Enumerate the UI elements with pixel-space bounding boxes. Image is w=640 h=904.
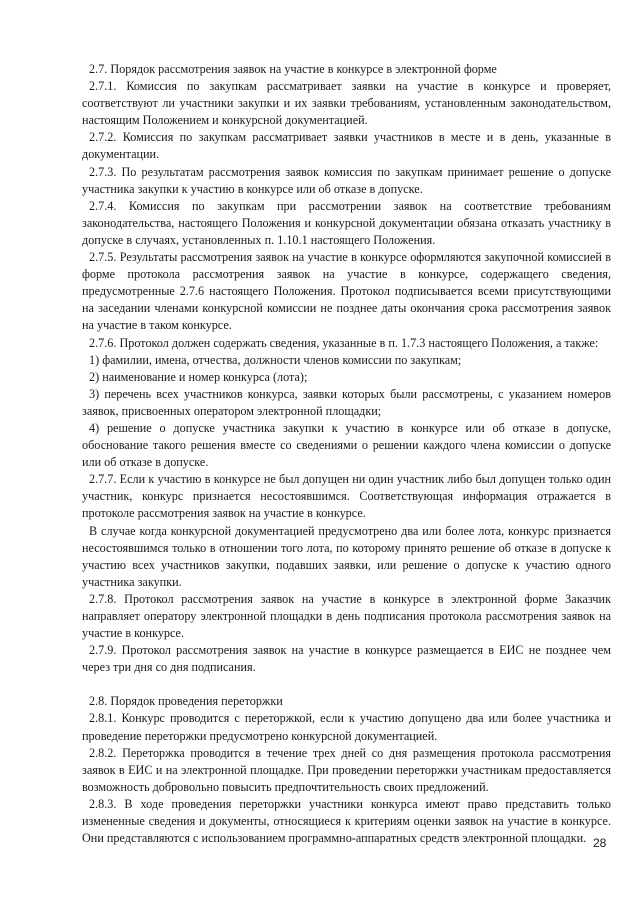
list-item-4: 4) решение о допуске участника закупки к участию в конкурсе или об отказе в допуске, обоснование такого решения вместе со сведениями о решении каждого члена комиссии о допуске или об отказе в допуске. (82, 420, 611, 470)
paragraph-2-7-1: 2.7.1. Комиссия по закупкам рассматривает заявки на участие в конкурсе и проверяет, соответствуют ли участники закупки и их заявки требованиям, установленным законодательством, настоящим Положением и конкурсной документацией. (82, 79, 611, 128)
paragraph-2-7-3: 2.7.3. По результатам рассмотрения заявок комиссия по закупкам принимает решение о допуске участника закупки к участию в конкурсе или об отказе в допуске. (82, 164, 611, 196)
paragraph-2-7-7-lots: В случае когда конкурсной документацией предусмотрено два или более лота, конкурс признается несостоявшимся только в отношении того лота, по которому принято решение об отказе в допуске к участию всех участников закупки, подавших заявки, или решение о допуске к участию одного участника закупки. (82, 523, 611, 589)
list-item-2: 2) наименование и номер конкурса (лота); (89, 369, 308, 384)
paragraph-2-7-7: 2.7.7. Если к участию в конкурсе не был допущен ни один участник либо был допущен только один участник, конкурс признается несостоявшимся. Соответствующая информация отражается в протоколе рассмотрения заявок на участие в конкурсе. (82, 472, 611, 521)
paragraph-2-8-2: 2.8.2. Переторжка проводится в течение трех дней со дня размещения протокола рассмотрения заявок в ЕИС и на электронной площадке. При проведении переторжки участникам предоставляется возможность добровольно повысить предпочтительность своих предложений. (82, 745, 611, 794)
paragraph-2-7-8: 2.7.8. Протокол рассмотрения заявок на участие в конкурсе в электронной форме Заказчик направляет оператору электронной площадки в день подписания протокола рассмотрения заявок на участие в конкурсе. (82, 591, 611, 641)
page-content (82, 61, 611, 847)
section-heading-2-8: 2.8. Порядок проведения переторжки (89, 694, 283, 709)
paragraph-2-7-2: 2.7.2. Комиссия по закупкам рассматривает заявки участников в месте и в день, указанные в документации. (82, 130, 611, 162)
page-number: 28 (593, 836, 607, 850)
section-heading-2-7: 2.7. Порядок рассмотрения заявок на участие в конкурсе в электронной форме (89, 62, 497, 76)
paragraph-2-8-1: 2.8.1. Конкурс проводится с переторжкой, если к участию допущено два или более участника и проведение переторжки предусмотрено конкурсной документацией. (82, 711, 611, 743)
paragraph-2-8-3: 2.8.3. В ходе проведения переторжки участники конкурса имеют право представить только измененные сведения и документы, относящиеся к критериям оценки заявок на участие в конкурсе. Они представляются с использованием программно-аппаратных средств электронной площадки. (82, 796, 611, 846)
paragraph-2-7-6: 2.7.6. Протокол должен содержать сведения, указанные в п. 1.7.3 настоящего Положения, а также: (89, 335, 599, 350)
list-item-3: 3) перечень всех участников конкурса, заявки которых были рассмотрены, с указанием номеров заявок, присвоенных оператором электронной площадки; (82, 386, 611, 418)
section-spacer (82, 676, 611, 693)
list-item-1: 1) фамилии, имена, отчества, должности членов комиссии по закупкам; (89, 352, 462, 367)
paragraph-2-7-9: 2.7.9. Протокол рассмотрения заявок на участие в конкурсе размещается в ЕИС не позднее чем через три дня со дня подписания. (82, 643, 611, 675)
paragraph-2-7-4: 2.7.4. Комиссия по закупкам при рассмотрении заявок на соответствие требованиям законодательства, настоящего Положения и конкурсной документации обязана отказать участнику в допуске в случаях, установленных п. 1.10.1 настоящего Положения. (82, 198, 611, 247)
paragraph-2-7-5: 2.7.5. Результаты рассмотрения заявок на участие в конкурсе оформляются закупочной комиссией в форме протокола рассмотрения заявок на участие в конкурсе, содержащего сведения, предусмотренные 2.7.6 настоящего Положения. Протокол подписывается всеми присутствующими на заседании членами конкурсной комиссии не позднее даты окончания срока рассмотрения заявок на участие в таком конкурсе. (82, 250, 611, 333)
